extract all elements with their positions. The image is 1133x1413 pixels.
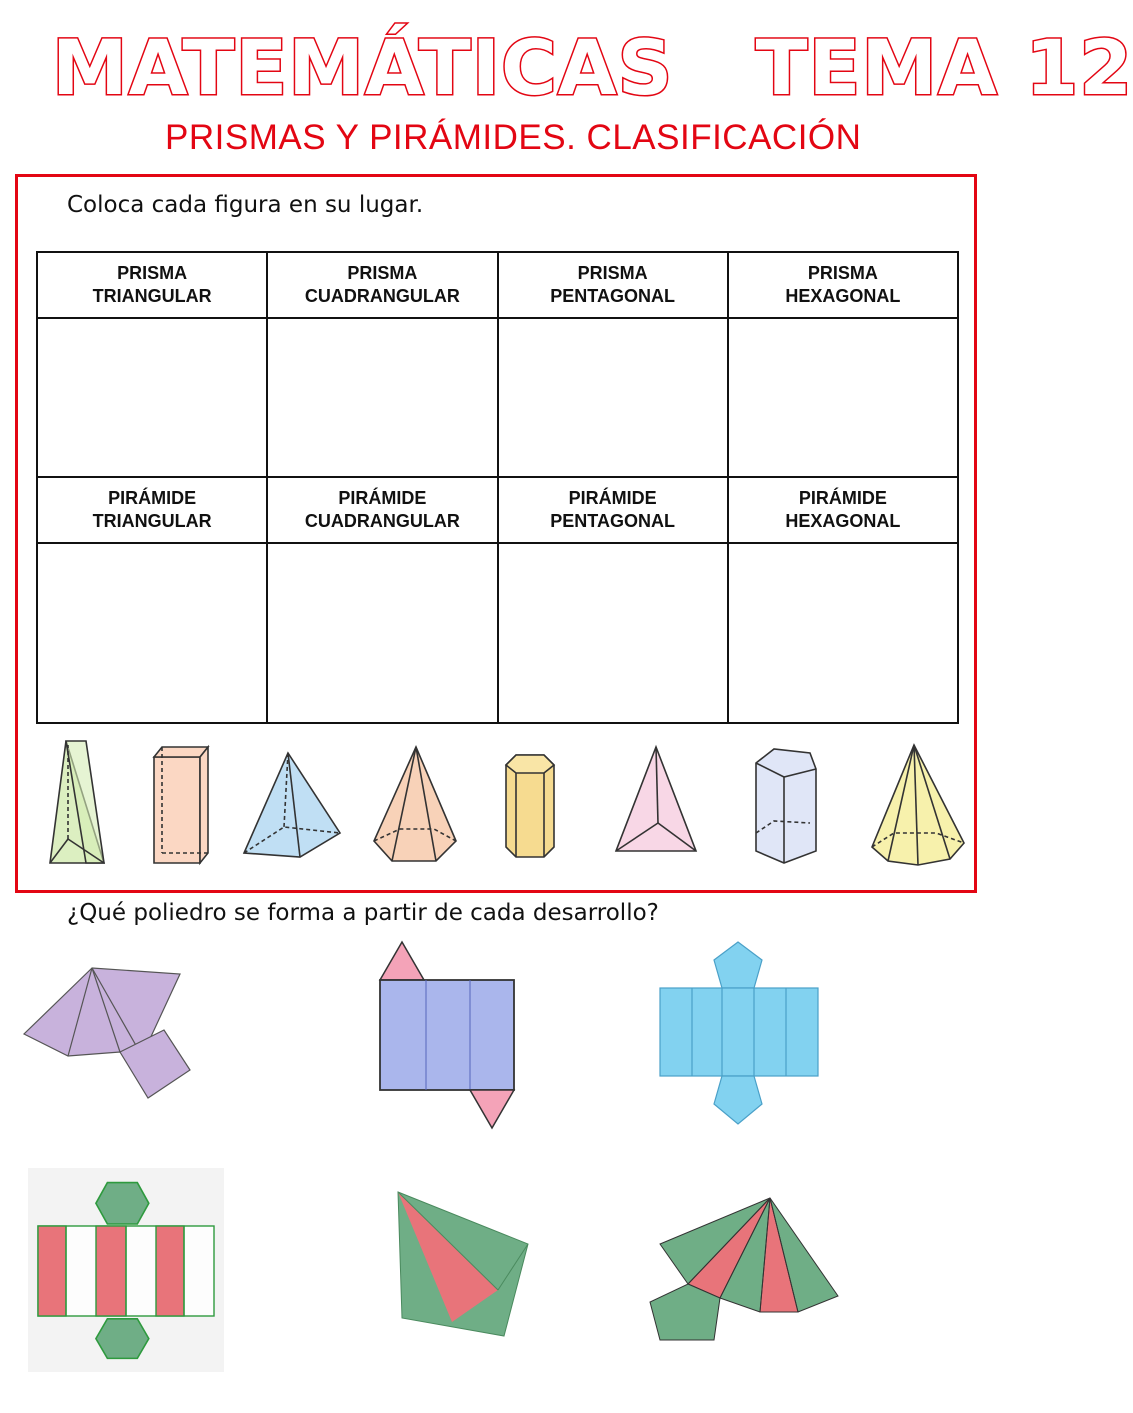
hexagonal-prism-icon[interactable] [506,755,554,857]
drop-zone-prism-triangular[interactable] [37,318,267,477]
table-row [37,318,958,477]
header-prism-triangular: PRISMA TRIANGULAR [37,252,267,318]
square-pyramid-icon[interactable] [244,753,340,857]
question-text: ¿Qué poliedro se forma a partir de cada desarrollo? [67,900,659,926]
square-pyramid-net-icon [20,962,200,1107]
instruction-text: Coloca cada figura en su lugar. [67,192,424,218]
hexagonal-pyramid-icon[interactable] [872,745,964,865]
pentagonal-prism-icon[interactable] [756,749,816,863]
drop-zone-pyramid-pentagonal[interactable] [498,543,728,723]
header-pyramid-pentagonal: PIRÁMIDE PENTAGONAL [498,477,728,543]
rectangular-prism-icon[interactable] [154,747,208,863]
pentagonal-pyramid-net-icon [648,1194,844,1344]
header-prism-pentagonal: PRISMA PENTAGONAL [498,252,728,318]
pentagonal-prism-net-icon [658,940,822,1128]
triangular-pyramid-net-icon [394,1188,530,1336]
table-row [37,252,958,318]
table-row [37,543,958,723]
header-prism-quadrangular: PRISMA CUADRANGULAR [267,252,497,318]
page-title: MATEMÁTICAS TEMA 12 [52,23,1133,112]
header-pyramid-quadrangular: PIRÁMIDE CUADRANGULAR [267,477,497,543]
figure-palette [38,735,968,875]
triangular-prism-net-icon [376,940,521,1132]
page-subtitle: PRISMAS Y PIRÁMIDES. CLASIFICACIÓN [165,118,862,157]
triangular-pyramid-icon[interactable] [616,747,696,851]
header-prism-hexagonal: PRISMA HEXAGONAL [728,252,958,318]
drop-zone-prism-quadrangular[interactable] [267,318,497,477]
drop-zone-pyramid-triangular[interactable] [37,543,267,723]
table-row [37,477,958,543]
header-pyramid-hexagonal: PIRÁMIDE HEXAGONAL [728,477,958,543]
drop-zone-pyramid-quadrangular[interactable] [267,543,497,723]
hexagonal-prism-net-icon [28,1168,224,1372]
drop-zone-pyramid-hexagonal[interactable] [728,543,958,723]
pentagonal-pyramid-icon[interactable] [374,747,456,861]
header-pyramid-triangular: PIRÁMIDE TRIANGULAR [37,477,267,543]
drop-zone-prism-hexagonal[interactable] [728,318,958,477]
triangular-prism-icon[interactable] [50,741,104,863]
classification-table [36,251,959,724]
drop-zone-prism-pentagonal[interactable] [498,318,728,477]
